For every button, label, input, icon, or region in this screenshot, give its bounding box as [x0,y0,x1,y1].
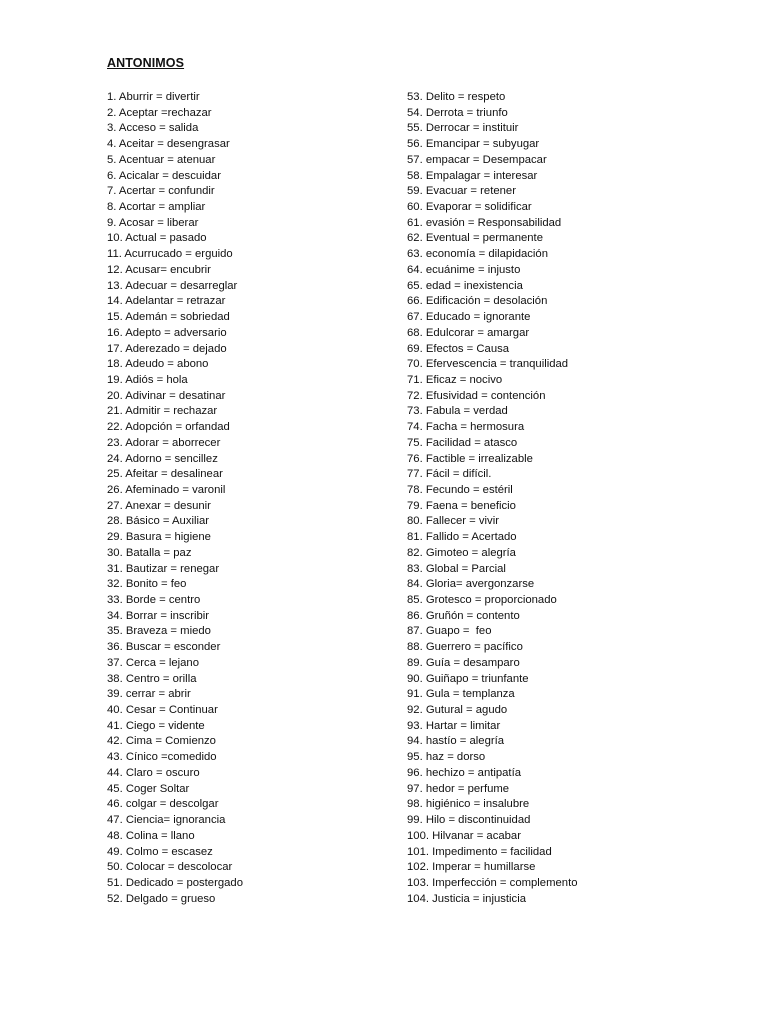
list-item: 60. Evaporar = solidificar [407,201,532,214]
list-item: 26. Afeminado = varonil [107,483,226,496]
list-item: 15. Ademán = sobriedad [107,311,230,324]
list-item: 57. empacar = Desempacar [407,153,547,166]
list-item: 47. Ciencia= ignorancia [107,814,226,827]
list-item: 65. edad = inexistencia [407,279,523,292]
list-item: 45. Coger Soltar [107,782,190,795]
list-item: 83. Global = Parcial [407,562,506,575]
antonym-list-left [107,90,387,907]
list-item: 24. Adorno = sencillez [107,452,218,465]
list-item: 7. Acertar = confundir [107,185,215,198]
list-item: 50. Colocar = descolocar [107,861,233,874]
list-item: 95. haz = dorso [407,751,486,764]
list-item: 81. Fallido = Acertado [407,531,517,544]
list-item: 48. Colina = llano [107,829,195,842]
list-item: 88. Guerrero = pacífico [407,641,523,654]
list-item: 27. Anexar = desunir [107,499,211,512]
list-item: 49. Colmo = escasez [107,845,213,858]
list-item: 69. Efectos = Causa [407,342,510,355]
list-item: 18. Adeudo = abono [107,358,209,371]
list-item: 66. Edificación = desolación [407,295,548,308]
list-item: 61. evasión = Responsabilidad [407,216,562,229]
list-item: 104. Justicia = injusticia [407,892,526,905]
list-item: 79. Faena = beneficio [407,499,516,512]
list-item: 73. Fabula = verdad [407,405,508,418]
list-item: 44. Claro = oscuro [107,766,200,779]
list-item: 10. Actual = pasado [107,232,207,245]
list-item: 99. Hilo = discontinuidad [407,814,531,827]
list-item: 98. higiénico = insalubre [407,798,530,811]
list-item: 80. Fallecer = vivir [407,515,499,528]
list-item: 42. Cima = Comienzo [107,735,216,748]
list-item: 5. Acentuar = atenuar [107,153,216,166]
list-item: 14. Adelantar = retrazar [107,295,226,308]
list-item: 64. ecuánime = injusto [407,263,521,276]
list-item: 54. Derrota = triunfo [407,106,508,119]
list-item: 19. Adiós = hola [107,373,188,386]
list-item: 35. Braveza = miedo [107,625,211,638]
list-item: 71. Eficaz = nocivo [407,373,503,386]
list-item: 31. Bautizar = renegar [107,562,220,575]
list-item: 28. Básico = Auxiliar [107,515,210,528]
list-item: 85. Grotesco = proporcionado [407,594,557,606]
list-item: 1. Aburrir = divertir [107,91,200,103]
list-item: 39. cerrar = abrir [107,688,191,701]
list-item: 25. Afeitar = desalinear [107,468,223,481]
list-item: 33. Borde = centro [107,594,201,606]
list-item: 6. Acicalar = descuidar [107,169,221,182]
list-item: 41. Ciego = vidente [107,719,205,732]
list-item: 91. Gula = templanza [407,688,515,701]
list-item: 20. Adivinar = desatinar [107,389,226,402]
list-item: 55. Derrocar = instituir [407,122,519,135]
list-item: 56. Emancipar = subyugar [407,138,540,151]
antonym-list-right [407,90,727,907]
list-item: 52. Delgado = grueso [107,892,216,905]
list-item: 90. Guiñapo = triunfante [407,672,529,685]
list-item: 37. Cerca = lejano [107,656,200,669]
list-item: 68. Edulcorar = amargar [407,326,530,339]
list-item: 84. Gloria= avergonzarse [407,578,535,591]
list-item: 74. Facha = hermosura [407,421,525,434]
list-item: 32. Bonito = feo [107,578,187,591]
list-item: 67. Educado = ignorante [407,311,531,324]
list-item: 53. Delito = respeto [407,91,506,103]
list-item: 34. Borrar = inscribir [107,609,210,622]
list-item: 51. Dedicado = postergado [107,876,243,889]
list-item: 43. Cínico =comedido [107,751,217,764]
page-title: ANTONIMOS [107,56,185,70]
list-item: 46. colgar = descolgar [107,798,219,811]
list-item: 21. Admitir = rechazar [107,405,218,418]
list-item: 103. Imperfección = complemento [407,876,578,889]
list-item: 100. Hilvanar = acabar [407,829,521,842]
list-item: 77. Fácil = difícil. [407,468,492,481]
list-item: 4. Aceitar = desengrasar [107,138,230,151]
list-item: 92. Gutural = agudo [407,704,508,717]
list-item: 16. Adepto = adversario [107,326,227,339]
list-item: 75. Facilidad = atasco [407,436,518,449]
list-item: 22. Adopción = orfandad [107,421,230,434]
list-item: 93. Hartar = limitar [407,719,501,732]
list-item: 87. Guapo = feo [407,625,492,638]
list-item: 58. Empalagar = interesar [407,169,538,182]
list-item: 102. Imperar = humillarse [407,861,536,874]
list-item: 82. Gimoteo = alegría [407,546,516,559]
list-item: 30. Batalla = paz [107,546,192,559]
list-item: 36. Buscar = esconder [107,641,221,654]
list-item: 9. Acosar = liberar [107,216,199,229]
list-item: 40. Cesar = Continuar [107,704,218,717]
list-item: 59. Evacuar = retener [407,185,516,198]
list-item: 78. Fecundo = estéril [407,483,513,496]
list-item: 23. Adorar = aborrecer [107,436,221,449]
list-item: 3. Acceso = salida [107,122,199,135]
list-item: 72. Efusividad = contención [407,389,546,402]
list-item: 97. hedor = perfume [407,782,510,795]
list-item: 70. Efervescencia = tranquilidad [407,358,569,371]
list-item: 11. Acurrucado = erguido [107,248,233,261]
list-item: 17. Aderezado = dejado [107,342,227,355]
list-item: 29. Basura = higiene [107,531,211,544]
list-item: 12. Acusar= encubrir [107,263,211,276]
list-item: 38. Centro = orilla [107,672,197,685]
list-item: 62. Eventual = permanente [407,232,543,245]
list-item: 101. Impedimento = facilidad [407,845,552,858]
list-item: 13. Adecuar = desarreglar [107,279,238,292]
list-item: 76. Factible = irrealizable [407,452,533,465]
list-item: 8. Acortar = ampliar [107,201,206,214]
list-item: 86. Gruñón = contento [407,609,520,622]
list-item: 89. Guía = desamparo [407,656,520,669]
list-item: 94. hastío = alegría [407,735,505,748]
list-item: 2. Aceptar =rechazar [107,106,212,119]
list-item: 96. hechizo = antipatía [407,766,521,779]
list-item: 63. economía = dilapidación [407,248,548,261]
